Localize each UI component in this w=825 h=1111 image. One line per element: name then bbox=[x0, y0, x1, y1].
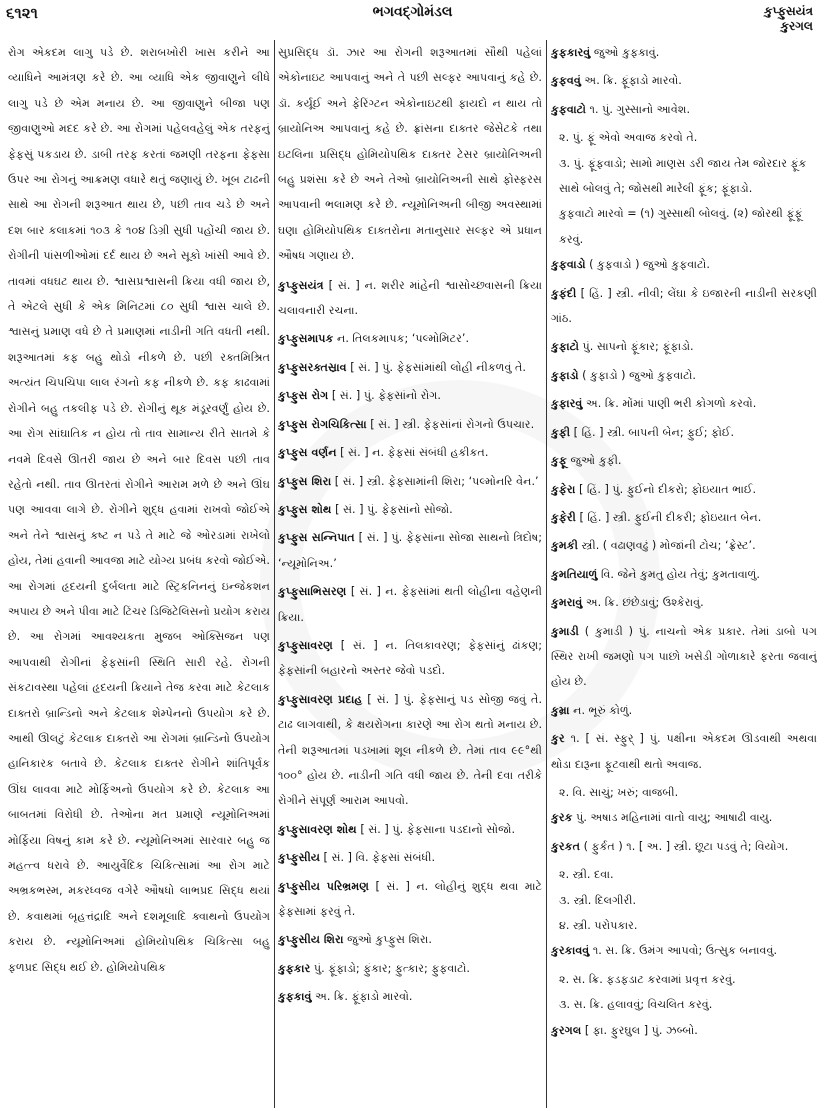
entry-definition: પું. સાપનો ફૂંકાર; ફૂંફાડો. bbox=[582, 340, 694, 354]
entry-sense: ૩. પું. ફૂંફવાડો; સામો માણસ ડરી જાય તેમ જોરદાર ફૂંક સાથે બોલવું તે; જોસથી મારેલી ફૂંક; ફૂંફાડો. bbox=[559, 156, 807, 196]
entry-sense: ૪. સ્ત્રી. પરોપકાર. bbox=[559, 919, 638, 932]
dictionary-entry bbox=[551, 252, 817, 277]
column-divider bbox=[274, 40, 275, 1108]
entry-sense: ૨. વિ. સાચું; ખરું; વાજબી. bbox=[559, 785, 679, 799]
entry-definition: જુઓ કુપ્ફુસ શિરા. bbox=[347, 933, 432, 947]
entry-headword: કુરકત bbox=[551, 839, 580, 853]
dictionary-entry bbox=[278, 412, 542, 437]
dictionary-entry bbox=[551, 281, 817, 332]
entry-headword: કુમરાવું bbox=[551, 596, 583, 610]
entry-sense: ૩. સ. ક્રિ. હલાવવું; વિચલિત કરવું. bbox=[559, 998, 713, 1012]
entry-headword: કુપ્ફુસયંત્ર bbox=[278, 278, 324, 292]
dictionary-entry bbox=[278, 440, 542, 465]
entry-definition: [ સં. ] ન. લોહીનું શુદ્ધ થવા માટે ફેફસામાં ફરવું તે. bbox=[278, 879, 542, 918]
dictionary-entry bbox=[551, 334, 817, 359]
dictionary-entry bbox=[278, 579, 542, 630]
column-1 bbox=[8, 40, 270, 1108]
entry-headword: કુફૂ bbox=[551, 454, 567, 468]
dictionary-entry bbox=[551, 805, 817, 830]
dictionary-entry bbox=[551, 363, 817, 388]
page-number: ૬૧૨૧ bbox=[6, 4, 38, 22]
dictionary-entry bbox=[551, 68, 817, 93]
body-paragraph: સુપ્રસિદ્ધ ડૉ. ઝાર આ રોગની શરૂઆતમાં સૌથી પહેલાં એકોનાઇટ આપવાનું અને તે પછી સલ્ફર આપવાનું કહે છે. ડૉ. કર્યૂઈ અને ફેરિંગ્ટન એકોનાઇટથી ફાયદો ન થાય તો બ્રાયોનિઅ આપવાનું કહે છે. ફ્રાંસના દાક્તર જેસેટકે તથા ઇટલિના પ્રસિદ્ધ હોમિયોપથિક દાક્તર ટેસર બ્રાયોનિઅની બહુ પ્રશંસા કરે છે અને તેઓ બ્રાયોનિઅની સાથે ફોસ્ફરસ આપવાની ભલામણ કરે છે. ન્યૂમોનિઅની બીજી અવસ્થામાં ઘણા હોમિયોપથિક દાક્તરોના મતાનુસાર સલ્ફર એ પ્રધાન ઔષધ ગણાય છે. bbox=[278, 46, 542, 263]
entry-definition: ( કુફાડો ) જુઓ કુફવાટો. bbox=[582, 368, 696, 382]
entry-headword: કુમ્રા bbox=[551, 703, 570, 717]
entry-definition: વિ. જેને કુમતુ હોય તેવું; કુમતાવાળું. bbox=[600, 567, 760, 581]
guide-words bbox=[764, 4, 813, 34]
entry-headword: કુપ્ફુસીય bbox=[278, 851, 320, 865]
entry-definition: [ હિં. ] પું. ફુઈનો દીકરો; ફોઇયાત ભાઈ. bbox=[578, 482, 757, 496]
dictionary-entry bbox=[278, 817, 542, 842]
entry-sense: ૨. સ્ત્રી. દવા. bbox=[559, 868, 614, 882]
dictionary-entry bbox=[551, 391, 817, 416]
entry-definition: [ સં. ] પું. ફેફસાંનો રોગ. bbox=[331, 389, 441, 403]
entry-headword: કુફવાટો bbox=[551, 102, 586, 116]
entry-headword: કુફી bbox=[551, 425, 571, 439]
dictionary-entry bbox=[278, 874, 542, 925]
entry-definition: ન. તિલકમાપક; ‘પલ્મોમિટર’. bbox=[336, 332, 470, 346]
entry-definition: અ. ક્રિ. છંછેડાવું; ઉશ્કેરાવું. bbox=[585, 596, 704, 610]
entry-sense: ૩. સ્ત્રી. દિલગીરી. bbox=[559, 893, 637, 907]
dictionary-entry bbox=[278, 326, 542, 351]
entry-headword: કુપ્ફુસીય પરિભ્રમણ bbox=[278, 879, 369, 893]
guide-word-first: કુપ્ફુસયંત્ર bbox=[764, 4, 813, 18]
entry-definition: [ સં. ] સ્ત્રી. ફેફસામાંની શિરા; ‘પલ્મોનરિ વેન.’ bbox=[334, 474, 539, 488]
entry-headword: કુપ્ફુસ સન્નિપાત bbox=[278, 531, 355, 545]
entry-definition: [ ફા. ફુરઘુલ ] પું. ઝબ્બો. bbox=[584, 1023, 698, 1037]
entry-definition: ૧. [ સં. સ્ફુર્ ] પું. પક્ષીના એકદમ ઊડવાથી અથવા થોડા દારૂના ફૂટવાથી થતો અવાજ. bbox=[551, 732, 817, 771]
entry-definition: [ સં. ] વિ. ફેફસાં સંબંધી. bbox=[323, 851, 436, 865]
entry-definition: ( કુફવાડો ) જુઓ કુફવાટો. bbox=[589, 258, 710, 272]
dictionary-entry bbox=[551, 562, 817, 587]
entry-headword: કુપ્ફુસરક્તસ્રાવ bbox=[278, 360, 347, 374]
dictionary-entry bbox=[551, 40, 817, 65]
entry-headword: કુર bbox=[551, 732, 565, 746]
dictionary-entry bbox=[551, 477, 817, 502]
entry-headword: કુપ્ફુસાભિસરણ bbox=[278, 585, 347, 599]
entry-definition: [ સં. ] પું. ફેફસાંનો સોજો. bbox=[335, 502, 453, 516]
entry-sense: કુફવાટો મારવો = (૧) ગુસ્સાથી બોલવું. (૨) જોરથી ફૂંફૂં કરવું. bbox=[559, 207, 803, 246]
dictionary-entry bbox=[551, 698, 817, 723]
entry-definition: ( ફુર્કત ) ૧. [ અ. ] સ્ત્રી. છૂટા પડવું તે; વિયોગ. bbox=[583, 839, 789, 853]
entry-definition: [ હિં. ] સ્ત્રી. બાપની બેન; ફુઈ; ફોઈ. bbox=[573, 425, 735, 439]
entry-definition: [ સં. ] પું. ફેફસાંમાંથી લોહી નીકળવું તે. bbox=[350, 360, 526, 374]
entry-headword: કુપ્ફુસમાપક bbox=[278, 332, 334, 346]
entry-headword: કુપ્ફુસ રોગ bbox=[278, 389, 329, 403]
entry-headword: કુરકાવવું bbox=[551, 944, 590, 958]
entry-definition: [ હિં. ] સ્ત્રી. નીવી; લેંઘા કે ઇજારની નાડીની સરકણી ગાંઠ. bbox=[551, 286, 817, 326]
entry-definition: ૧. પું. ગુસ્સાનો આવેશ. bbox=[589, 102, 691, 116]
entry-headword: કુપ્ફુસ રોગચિકિત્સા bbox=[278, 417, 367, 431]
dictionary-entry bbox=[551, 505, 817, 530]
entry-list bbox=[551, 40, 817, 1043]
dictionary-entry bbox=[551, 619, 817, 695]
entry-sense: ૨. પું. ફૂં એવો અવાજ કરવો તે. bbox=[559, 131, 698, 145]
body-paragraph: રોગ એકદમ લાગુ પડે છે. શરાબખોરી ખાસ કરીને આ વ્યાધિને આમંત્રણ કરે છે. આ વ્યાધિ એક જીવાણુને લીધે લાગુ પડે છે એમ મનાય છે. આ જીવાણુને બીજા પણ જીવાણુઓ મદદ કરે છે. આ રોગમાં પહેલવહેલું એક તરફનું ફેફસું પકડાય છે. ડાબી તરફ કરતાં જમણી તરફના ફેફસા ઉપર આ રોગનું આક્રમણ વધારે થતું જણાયું છે. ખૂબ ટાઢની સાથે આ રોગની શરૂઆત થાય છે, પછી તાવ ચડે છે અને દશ બાર કલાકમાં ૧૦૩ કે ૧૦૪ ડિગ્રી સુધી પહોંચી જાય છે. રોગીની પાંસળીઓમાં દર્દ થાય છે અને સૂકો ખાંસી આવે છે. તાવમાં વધઘટ થાય છે. શ્વાસપ્રશ્વાસની ક્રિયા વધી જાય છે, તે એટલે સુધી કે એક મિનિટમાં ૮૦ સુધી શ્વાસ ચાલે છે. શ્વાસનું પ્રમાણ વધે છે તે પ્રમાણમાં નાડીની ગતિ વધતી નથી. શરૂઆતમાં કફ બહુ થોડો નીકળે છે. પછી રક્તમિશ્રિત અત્યંત ચિપચિપા લાલ રંગનો કફ નીકળે છે. કફ કાઢવામાં રોગીને બહુ તકલીફ પડે છે. રોગીનું થૂક મંડૂરવર્ણું હોય છે. આ રોગ સાંઘાતિક ન હોય તો તાવ સામાન્ય રીતે સાતમે કે નવમે દિવસે ઊતરી જાય છે અને બાર દિવસ પછી તાવ રહેતો નથી. તાવ ઊતરતાં રોગીને આરામ મળે છે અને ઊંઘ પણ આવવા લાગે છે. રોગીને શુદ્ધ હવામાં રાખવો જોઈએ અને તેને શ્વાસનું કષ્ટ ન પડે તે માટે જે ઓરડામાં રાખેલો હોય, તેમાં હવાની આવજા માટે યોગ્ય પ્રબંધ કરવો જોઈએ. આ રોગમાં હૃદયની દુર્બલતા માટે સ્ટ્રિકનિનનું ઇન્જેકશન અપાય છે અને પીવા માટે ટિંચર ડિજિટેલિસનો પ્રયોગ કરાય છે. આ રોગમાં આવશ્યકતા મુજબ ઓક્સિજન પણ આપવાથી રોગીનાં ફેફસાંની સ્થિતિ સારી રહે. રોગની સંકટાવસ્થા પહેલાં હૃદયની ક્રિયાને તેજ કરવા માટે કેટલાક દાક્તરો બ્રાન્ડિનો અને કેટલાક શેમ્પેનનો ઉપયોગ કરે છે. આથી ઊલટું કેટલાક દાક્તરો આ રોગમાં બ્રાન્ડિનો ઉપયોગ હાનિકારક બતાવે છે. કેટલાક દાક્તર રોગીને શાંતિપૂર્વક ઊંઘ લાવવા માટે મોર્ફિઅનો ઉપયોગ કરે છે. કેટલાક આ બાબતમાં વિરોધી છે. તેઓના મત પ્રમાણે ન્યૂમોનિઅમાં મોર્ફિયા વિષનું કામ કરે છે. ન્યૂમોનિઅમાં સારવાર બહુ જ મહત્ત્વ ધરાવે છે. આયુર્વેદિક ચિકિત્સામાં આ રોગ માટે અભ્રકભસ્મ, મકરધ્વજ વગેરે ઔષધો લાભપ્રદ સિદ્ધ થયાં છે. કવાથમાં બૃહત્તંદ્રાદિ અને દશમૂલાદિ ક્વાથનો ઉપયોગ કરાય છે. ન્યૂમોનિઅમાં હોમિયોપથિક ચિકિત્સા બહુ ફળપ્રદ સિદ્ધ થઈ છે. હોમિયોપથિક bbox=[8, 46, 270, 974]
entry-definition: [ સં. ] પું. ફેફસાંના સોજા સાથનો ત્રિદોષ; ‘ન્યૂમોનિઅ.’ bbox=[278, 531, 542, 570]
dictionary-entry bbox=[278, 497, 542, 522]
dictionary-entry bbox=[551, 590, 817, 615]
entry-definition: જુઓ કુફી. bbox=[570, 454, 622, 468]
entry-headword: કુપ્ફુસાવરણ પ્રદાહ bbox=[278, 692, 363, 706]
entry-definition: [ સં. ] સ્ત્રી. ફેફસાંનાં રોગનો ઉપચાર. bbox=[370, 417, 535, 431]
entry-list bbox=[278, 273, 542, 1010]
guide-word-last: કુરગલ bbox=[780, 19, 813, 33]
entry-headword: કુફેરી bbox=[551, 510, 576, 524]
entry-headword: કુફાડો bbox=[551, 368, 579, 382]
dictionary-entry bbox=[278, 355, 542, 380]
entry-definition: સ્ત્રી. ( વઢાણવઢું ) મોજાંની ટોચ; ‘ફ્રેસ્ટ’. bbox=[581, 539, 756, 553]
entry-definition: [ સં. ] પું. ફેફસાના પડદાનો સોજો. bbox=[360, 822, 516, 836]
dictionary-entry bbox=[551, 448, 817, 473]
entry-definition: પું. અષાડ મહિનામાં વાતો વાયુ; આષાઢી વાયુ. bbox=[576, 811, 773, 825]
entry-headword: કુફંદી bbox=[551, 286, 577, 300]
entry-definition: [ સં. ] ન. ફેફસાં સંબંધી હકીકત. bbox=[340, 446, 489, 460]
entry-definition: [ સં. ] પું. ફેફસાનું પડ સોજી જવું તે. ટાઢ લાગવાથી, કે ક્ષયરોગના કારણે આ રોગ થતો મનાય છે. તેની શરૂઆતમાં પડખામાં શૂલ નીકળે છે. તેમાં તાવ ૯૯°થી ૧૦૦° હોય છે. નાડીની ગતિ વધી જાય છે. તેની દવા તરીકે રોગીને સંપૂર્ણ આરામ આપવો. bbox=[278, 692, 542, 808]
dictionary-entry bbox=[551, 834, 817, 859]
entry-headword: કુફાટો bbox=[551, 340, 579, 354]
dictionary-entry bbox=[551, 97, 817, 122]
dictionary-entry bbox=[278, 273, 542, 324]
entry-headword: કુમતિયાળું bbox=[551, 567, 598, 581]
entry-definition: અ. ક્રિ. મોંમાં પાણી ભરી કોગળો કરવો. bbox=[585, 397, 757, 411]
dictionary-entry bbox=[551, 726, 817, 777]
dictionary-entry bbox=[278, 525, 542, 576]
column-2 bbox=[278, 40, 542, 1108]
entry-headword: કુરગલ bbox=[551, 1023, 582, 1037]
entry-headword: કુપ્ફુસ શિરા bbox=[278, 474, 332, 488]
entry-headword: કુપ્ફુસ વર્ણન bbox=[278, 446, 337, 460]
entry-definition: અ. ક્રિ. ફૂંફાડો મારવો. bbox=[315, 990, 413, 1004]
entry-definition: જુઓ કુફકાવું. bbox=[593, 46, 660, 59]
dictionary-entry bbox=[278, 469, 542, 494]
entry-definition: પું. ફૂંફાડો; ફુંકાર; ફુત્કાર; ફુફવાટો. bbox=[313, 961, 470, 975]
entry-headword: કુફકાવું bbox=[278, 990, 312, 1004]
entry-headword: કુફવવું bbox=[551, 74, 581, 88]
dictionary-entry bbox=[278, 984, 542, 1009]
dictionary-entry bbox=[278, 687, 542, 814]
entry-headword: કુફવાડો bbox=[551, 258, 586, 272]
entry-headword: કુમકી bbox=[551, 539, 578, 553]
entry-headword: કુપ્ફુસાવરણ bbox=[278, 638, 333, 652]
dictionary-entry bbox=[551, 938, 817, 963]
entry-definition: [ સં. ] ન. ફેફસાંમાં થતી લોહીના વહેણની ક્રિયા. bbox=[278, 585, 542, 624]
entry-sense: ૨. સ. ક્રિ. ફડફડાટ કરવામાં પ્રવૃત્ત કરવું. bbox=[559, 972, 736, 986]
page-title: ભગવદ્ગોમંડલ bbox=[372, 4, 453, 20]
entry-definition: [ સં. ] ન. તિલકાવરણ; ફેફસાંનું ઢાંકણ; ફેફસાંની બહારનો અસ્તર જેવો પડદો. bbox=[278, 638, 542, 678]
dictionary-entry bbox=[551, 533, 817, 558]
dictionary-entry bbox=[551, 420, 817, 445]
column-3 bbox=[551, 40, 817, 1108]
entry-headword: કુપ્ફુસીય શિરા bbox=[278, 933, 344, 947]
dictionary-entry bbox=[278, 845, 542, 870]
dictionary-entry bbox=[278, 383, 542, 408]
entry-headword: કુફકારવું bbox=[551, 46, 591, 59]
dictionary-entry bbox=[551, 1018, 817, 1043]
entry-headword: કુફેરા bbox=[551, 482, 576, 496]
entry-definition: [ હિં. ] સ્ત્રી. ફુઈની દીકરી; ફોઇયાત બેન. bbox=[579, 510, 762, 524]
entry-headword: કુફારવું bbox=[551, 397, 583, 411]
entry-definition: ન. ભૂરું કોળું. bbox=[573, 703, 633, 717]
entry-headword: કુફકાર bbox=[278, 961, 311, 975]
entry-headword: કુપ્ફુસ શોથ bbox=[278, 502, 332, 516]
entry-definition: અ. ક્રિ. ફૂંફાડો મારવો. bbox=[584, 74, 682, 88]
entry-definition: [ સં. ] ન. શરીર માંહેની શ્વાસોચ્છ્વાસની ક્રિયા ચલાવનારી રચના. bbox=[278, 278, 542, 318]
dictionary-entry bbox=[278, 633, 542, 684]
dictionary-entry bbox=[278, 927, 542, 952]
dictionary-entry bbox=[278, 956, 542, 981]
entry-headword: કુમાડી bbox=[551, 624, 579, 638]
entry-definition: ( કુમાડી ) પું. નાચનો એક પ્રકાર. તેમાં ડાબો પગ સ્થિર રાખી જમણો પગ પાછો ખસેડી ગોળાકારે ફરતા જવાનું હોય છે. bbox=[551, 624, 817, 689]
entry-headword: કુરક bbox=[551, 811, 573, 825]
column-divider bbox=[546, 40, 547, 1108]
entry-definition: ૧. સ. ક્રિ. ઉમંગ આપવો; ઉત્સુક બનાવવું. bbox=[592, 944, 778, 958]
entry-headword: કુપ્ફુસાવરણ શોથ bbox=[278, 822, 357, 836]
